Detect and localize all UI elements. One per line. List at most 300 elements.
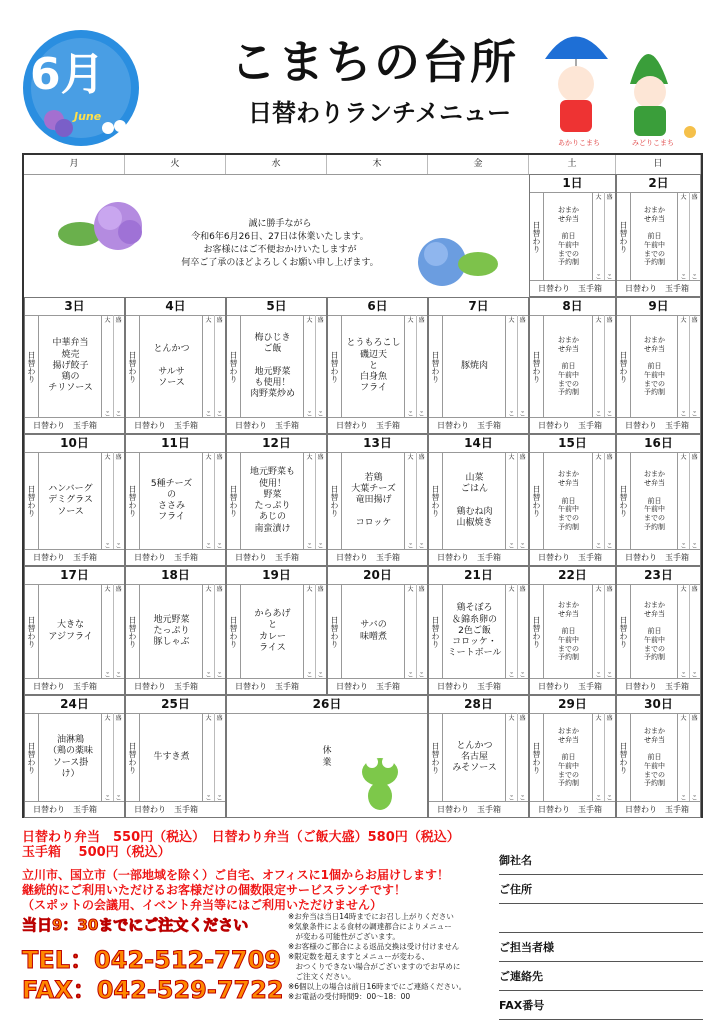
- ko-mark: こ: [680, 543, 687, 550]
- higawari-label: 日替わり: [530, 584, 544, 679]
- ko-mark: こ: [691, 411, 698, 418]
- size-columns: [505, 452, 528, 550]
- mori-label: 盛: [216, 715, 223, 722]
- hydrangea-illustration-left: [58, 196, 168, 266]
- size-columns: [303, 452, 326, 550]
- day-date: 1日: [530, 175, 615, 193]
- weekday-3: 木: [327, 155, 428, 174]
- dai-label: 大: [680, 715, 687, 722]
- mori-label: 盛: [606, 586, 613, 593]
- cell-footer: 日替わり 玉手箱: [530, 678, 615, 694]
- cell-footer: 日替わり 玉手箱: [25, 678, 124, 694]
- mori-label: 盛: [691, 715, 698, 722]
- fax-number: FAX：042-529-7722: [22, 976, 284, 1004]
- higawari-label: 日替わり: [126, 713, 140, 802]
- month-en-label: June: [74, 110, 102, 123]
- weekday-2: 水: [226, 155, 327, 174]
- day-cell: [125, 695, 226, 818]
- day-date: 13日: [328, 435, 427, 453]
- ko-mark: こ: [205, 795, 212, 802]
- dai-label: 大: [680, 454, 687, 461]
- size-columns: [101, 452, 124, 550]
- size-columns: [677, 315, 700, 418]
- dai-label: 大: [306, 586, 313, 593]
- mori-label: 盛: [317, 317, 324, 324]
- day-cell: [24, 434, 125, 566]
- weekday-1: 火: [125, 155, 226, 174]
- cell-footer: 日替わり 玉手箱: [227, 417, 326, 433]
- higawari-label: 日替わり: [126, 452, 140, 550]
- info-line-2: 継続的にご利用いただけるお客様だけの個数限定サービスランチです！: [22, 883, 407, 897]
- dai-label: 大: [104, 454, 111, 461]
- day-cell: [616, 695, 701, 818]
- mori-label: 盛: [115, 586, 122, 593]
- day-cell: [428, 566, 529, 695]
- ko-mark: こ: [306, 543, 313, 550]
- size-columns: [505, 713, 528, 802]
- day-cell: [616, 297, 701, 434]
- mascot-illustration: [540, 14, 710, 154]
- ko-mark: こ: [595, 274, 602, 281]
- cell-footer: 日替わり 玉手箱: [328, 417, 427, 433]
- mori-label: 盛: [691, 194, 698, 201]
- omakase-menu: おまか せ弁当 前日 午前中 までの 予約制: [644, 470, 665, 531]
- size-columns: [303, 584, 326, 679]
- day-cell: [327, 434, 428, 566]
- ko-mark: こ: [680, 795, 687, 802]
- day-cell: [616, 174, 701, 297]
- ko-mark: こ: [418, 411, 425, 418]
- ko-mark: こ: [104, 543, 111, 550]
- day-date: 7日: [429, 298, 528, 316]
- size-columns: [677, 584, 700, 679]
- dai-label: 大: [595, 454, 602, 461]
- day-date: 14日: [429, 435, 528, 453]
- menu-item: 山菜 ごはん 鶏むね肉 山椒焼き: [456, 472, 493, 528]
- tel-number[interactable]: TEL：042-512-7709: [22, 946, 281, 974]
- ko-mark: こ: [691, 274, 698, 281]
- day-date: 26日: [227, 696, 427, 714]
- menu-item: とんかつ サルサ ソース: [153, 344, 190, 388]
- info-line-1: 立川市、国立市（一部地域を除く）ご自宅、オフィスに1個からお届けします！: [22, 868, 450, 882]
- mori-label: 盛: [216, 454, 223, 461]
- mori-label: 盛: [216, 586, 223, 593]
- weekday-6: 日: [616, 155, 701, 174]
- order-deadline: 当日9：30までにご注文ください: [22, 916, 249, 934]
- ko-mark: こ: [606, 543, 613, 550]
- page-title: こまちの台所: [230, 35, 518, 89]
- cell-footer: 日替わり 玉手箱: [617, 549, 700, 565]
- cell-footer: 日替わり 玉手箱: [126, 801, 225, 817]
- menu-item: とうもろこし 磯辺天 と 白身魚 フライ: [346, 338, 401, 394]
- ko-mark: こ: [216, 543, 223, 550]
- size-columns: [505, 315, 528, 418]
- day-cell: [226, 566, 327, 695]
- price-line-2: 玉手箱 500円（税込）: [22, 845, 171, 860]
- size-columns: [303, 315, 326, 418]
- ko-mark: こ: [115, 795, 122, 802]
- dai-label: 大: [104, 317, 111, 324]
- ko-mark: こ: [680, 274, 687, 281]
- form-field-0[interactable]: 御社名: [499, 846, 703, 875]
- higawari-label: 日替わり: [25, 315, 39, 418]
- ko-mark: こ: [104, 411, 111, 418]
- higawari-label: 日替わり: [617, 452, 631, 550]
- higawari-label: 日替わり: [617, 192, 631, 281]
- day-date: 22日: [530, 567, 615, 585]
- menu-item: 油淋鶏 （鶏の薬味 ソース掛 け）: [47, 735, 93, 779]
- higawari-label: 日替わり: [328, 452, 342, 550]
- dai-label: 大: [595, 194, 602, 201]
- cell-footer: 日替わり 玉手箱: [429, 678, 528, 694]
- ko-mark: こ: [519, 411, 526, 418]
- ko-mark: こ: [104, 672, 111, 679]
- cell-footer: 日替わり 玉手箱: [126, 417, 225, 433]
- ko-mark: こ: [115, 672, 122, 679]
- higawari-label: 日替わり: [429, 452, 443, 550]
- omakase-menu: おまか せ弁当 前日 午前中 までの 予約制: [644, 600, 665, 662]
- dai-label: 大: [680, 317, 687, 324]
- ko-mark: こ: [691, 543, 698, 550]
- menu-item: 梅ひじき ご飯 地元野菜 も使用！ 肉野菜炒め: [249, 332, 295, 399]
- higawari-label: 日替わり: [429, 584, 443, 679]
- dai-label: 大: [595, 317, 602, 324]
- cell-footer: 日替わり 玉手箱: [617, 678, 700, 694]
- higawari-label: 日替わり: [126, 315, 140, 418]
- weekday-header: [24, 155, 701, 175]
- omakase-menu: おまか せ弁当 前日 午前中 までの 予約制: [558, 600, 579, 662]
- mori-label: 盛: [606, 317, 613, 324]
- cell-footer: 日替わり 玉手箱: [617, 801, 700, 817]
- day-date: 30日: [617, 696, 700, 714]
- ko-mark: こ: [680, 411, 687, 418]
- ko-mark: こ: [115, 411, 122, 418]
- ko-mark: こ: [595, 411, 602, 418]
- menu-item: ハンバーグ デミグラス ソース: [48, 484, 93, 517]
- higawari-label: 日替わり: [227, 315, 241, 418]
- mori-label: 盛: [606, 454, 613, 461]
- ko-mark: こ: [508, 672, 515, 679]
- menu-item: 中華弁当 焼売 揚げ餃子 鶏の チリソース: [48, 338, 93, 394]
- dai-label: 大: [508, 586, 515, 593]
- size-columns: [101, 713, 124, 802]
- size-columns: [404, 452, 427, 550]
- mori-label: 盛: [317, 454, 324, 461]
- day-cell: [428, 695, 529, 818]
- size-columns: [677, 713, 700, 802]
- ko-mark: こ: [418, 672, 425, 679]
- omakase-menu: おまか せ弁当 前日 午前中 までの 予約制: [558, 470, 579, 531]
- ko-mark: こ: [317, 672, 324, 679]
- higawari-label: 日替わり: [530, 315, 544, 418]
- day-date: 18日: [126, 567, 225, 585]
- day-date: 29日: [530, 696, 615, 714]
- size-columns: [202, 584, 225, 679]
- closure-notice: 誠に勝手ながら 令和6年6月26日、27日は休業いたします。 お客様にはご不便おかけいたしますが 何卒ご了承のほどよろしくお願い申し上げます。: [181, 219, 379, 268]
- cell-footer: 日替わり 玉手箱: [25, 417, 124, 433]
- day-cell: [226, 695, 428, 818]
- day-date: 10日: [25, 435, 124, 453]
- day-date: 8日: [530, 298, 615, 316]
- day-date: 2日: [617, 175, 700, 193]
- day-date: 6日: [328, 298, 427, 316]
- dai-label: 大: [508, 454, 515, 461]
- cell-footer: 日替わり 玉手箱: [126, 549, 225, 565]
- higawari-label: 日替わり: [328, 584, 342, 679]
- ko-mark: こ: [104, 795, 111, 802]
- cell-footer: 日替わり 玉手箱: [25, 549, 124, 565]
- size-columns: [677, 452, 700, 550]
- size-columns: [202, 452, 225, 550]
- day-cell: [24, 695, 125, 818]
- menu-item: とんかつ 名古屋 みそソース: [452, 740, 497, 774]
- day-cell: [125, 566, 226, 695]
- higawari-label: 日替わり: [25, 713, 39, 802]
- dai-label: 大: [104, 715, 111, 722]
- day-cell: [428, 297, 529, 434]
- day-cell: [616, 566, 701, 695]
- size-columns: [101, 584, 124, 679]
- day-cell: [529, 174, 616, 297]
- dai-label: 大: [407, 317, 414, 324]
- dai-label: 大: [595, 586, 602, 593]
- ko-mark: こ: [216, 795, 223, 802]
- menu-item: 地元野菜も 使用！ 野菜 たっぷり あじの 南蛮漬け: [249, 467, 295, 534]
- dai-label: 大: [205, 317, 212, 324]
- ko-mark: こ: [519, 672, 526, 679]
- mascot-left-name: あかりこまち: [558, 139, 600, 147]
- higawari-label: 日替わり: [25, 452, 39, 550]
- menu-item: 鶏そぼろ ＆錦糸卵の 2色ご飯 コロッケ・ ミートボール: [447, 603, 502, 659]
- omakase-menu: おまか せ弁当 前日 午前中 までの 予約制: [644, 726, 665, 788]
- day-cell: [529, 297, 616, 434]
- cell-footer: 日替わり 玉手箱: [429, 549, 528, 565]
- form-field-2[interactable]: [499, 904, 703, 933]
- ko-mark: こ: [519, 795, 526, 802]
- hydrangea-illustration-right: [410, 228, 500, 294]
- form-field-5[interactable]: FAX番号: [499, 991, 703, 1020]
- dai-label: 大: [205, 454, 212, 461]
- ko-mark: こ: [606, 411, 613, 418]
- menu-item: からあげ と カレー ライス: [254, 609, 291, 653]
- higawari-label: 日替わり: [429, 713, 443, 802]
- size-columns: [202, 315, 225, 418]
- month-label: 6月: [30, 49, 105, 100]
- day-cell: [327, 297, 428, 434]
- ko-mark: こ: [216, 411, 223, 418]
- omakase-menu: おまか せ弁当 前日 午前中 までの 予約制: [558, 726, 579, 788]
- cell-footer: 日替わり 玉手箱: [328, 549, 427, 565]
- ko-mark: こ: [519, 543, 526, 550]
- cell-footer: 日替わり 玉手箱: [227, 549, 326, 565]
- menu-item: 地元野菜 たっぷり 豚しゃぶ: [153, 614, 190, 648]
- cell-footer: 日替わり 玉手箱: [126, 678, 225, 694]
- day-date: 12日: [227, 435, 326, 453]
- ko-mark: こ: [508, 543, 515, 550]
- ko-mark: こ: [205, 672, 212, 679]
- page-subtitle: 日替わりランチメニュー: [248, 99, 512, 127]
- size-columns: [592, 315, 615, 418]
- size-columns: [592, 713, 615, 802]
- menu-item: サバの 味噌煮: [359, 620, 387, 642]
- mori-label: 盛: [519, 454, 526, 461]
- size-columns: [404, 584, 427, 679]
- mori-label: 盛: [216, 317, 223, 324]
- dai-label: 大: [508, 715, 515, 722]
- dai-label: 大: [407, 454, 414, 461]
- day-date: 9日: [617, 298, 700, 316]
- day-date: 28日: [429, 696, 528, 714]
- frog-illustration: [357, 754, 403, 812]
- day-cell: [125, 434, 226, 566]
- higawari-label: 日替わり: [617, 713, 631, 802]
- weekday-4: 金: [428, 155, 529, 174]
- size-columns: [404, 315, 427, 418]
- cell-footer: 日替わり 玉手箱: [530, 280, 615, 296]
- ko-mark: こ: [306, 672, 313, 679]
- dai-label: 大: [508, 317, 515, 324]
- omakase-menu: おまか せ弁当 前日 午前中 までの 予約制: [558, 335, 579, 397]
- size-columns: [592, 192, 615, 281]
- mascot-right-name: みどりこまち: [632, 139, 674, 147]
- higawari-label: 日替わり: [126, 584, 140, 679]
- day-cell: [226, 434, 327, 566]
- dai-label: 大: [306, 317, 313, 324]
- size-columns: [101, 315, 124, 418]
- ko-mark: こ: [606, 672, 613, 679]
- omakase-menu: おまか せ弁当 前日 午前中 までの 予約制: [558, 205, 579, 267]
- mori-label: 盛: [691, 317, 698, 324]
- menu-item: 牛すき煮: [153, 751, 190, 762]
- day-date: 4日: [126, 298, 225, 316]
- mori-label: 盛: [418, 586, 425, 593]
- mori-label: 盛: [418, 454, 425, 461]
- cell-footer: 日替わり 玉手箱: [617, 280, 700, 296]
- mori-label: 盛: [691, 454, 698, 461]
- mori-label: 盛: [418, 317, 425, 324]
- day-date: 25日: [126, 696, 225, 714]
- menu-item: 若鶏 大葉チーズ 竜田揚げ コロッケ: [351, 472, 396, 528]
- day-date: 19日: [227, 567, 326, 585]
- mori-label: 盛: [519, 715, 526, 722]
- mori-label: 盛: [115, 715, 122, 722]
- ko-mark: こ: [691, 795, 698, 802]
- weekday-0: 月: [24, 155, 125, 174]
- cell-footer: 日替わり 玉手箱: [429, 801, 528, 817]
- cell-footer: 日替わり 玉手箱: [429, 417, 528, 433]
- ko-mark: こ: [216, 672, 223, 679]
- weekday-5: 土: [529, 155, 616, 174]
- ko-mark: こ: [317, 543, 324, 550]
- day-cell: [125, 297, 226, 434]
- mori-label: 盛: [115, 317, 122, 324]
- ko-mark: こ: [508, 795, 515, 802]
- higawari-label: 日替わり: [530, 713, 544, 802]
- day-date: 24日: [25, 696, 124, 714]
- form-field-3[interactable]: ご担当者様: [499, 933, 703, 962]
- dai-label: 大: [595, 715, 602, 722]
- omakase-menu: おまか せ弁当 前日 午前中 までの 予約制: [644, 335, 665, 397]
- day-date: 15日: [530, 435, 615, 453]
- ko-mark: こ: [205, 411, 212, 418]
- mori-label: 盛: [317, 586, 324, 593]
- ko-mark: こ: [407, 543, 414, 550]
- mori-label: 盛: [519, 586, 526, 593]
- cell-footer: 日替わり 玉手箱: [617, 417, 700, 433]
- menu-item: 5種チーズ の ささみ フライ: [150, 478, 193, 523]
- ko-mark: こ: [407, 411, 414, 418]
- mori-label: 盛: [519, 317, 526, 324]
- higawari-label: 日替わり: [227, 452, 241, 550]
- size-columns: [505, 584, 528, 679]
- order-form: [499, 846, 703, 1020]
- ko-mark: こ: [595, 672, 602, 679]
- day-date: 23日: [617, 567, 700, 585]
- size-columns: [677, 192, 700, 281]
- day-date: 17日: [25, 567, 124, 585]
- higawari-label: 日替わり: [429, 315, 443, 418]
- cell-footer: 日替わり 玉手箱: [328, 678, 427, 694]
- higawari-label: 日替わり: [227, 584, 241, 679]
- size-columns: [202, 713, 225, 802]
- ko-mark: こ: [306, 411, 313, 418]
- ko-mark: こ: [606, 795, 613, 802]
- day-date: 5日: [227, 298, 326, 316]
- day-cell: [428, 434, 529, 566]
- dai-label: 大: [205, 586, 212, 593]
- mori-label: 盛: [606, 715, 613, 722]
- cell-footer: 日替わり 玉手箱: [530, 801, 615, 817]
- ko-mark: こ: [418, 543, 425, 550]
- ko-mark: こ: [595, 543, 602, 550]
- dai-label: 大: [306, 454, 313, 461]
- mori-label: 盛: [606, 194, 613, 201]
- order-notes: ※お弁当は当日14時までにお召し上がりください ※気象条件による食材の調達都合によりメニュー が変わる可能性がございます。 ※お客様のご都合による返品交換は受け付けません ※限定数を超えますとメニューが変わる、 おつくりできない場合がございますのでお早めに ご注文ください。 ※6個以上の場合は前日16時までにご連絡ください。 ※お電話の受付時間9：00～18：00: [288, 912, 467, 1001]
- price-line-1: 日替わり弁当 550円（税込） 日替わり弁当（ご飯大盛）580円（税込）: [22, 830, 460, 845]
- form-field-4[interactable]: ご連絡先: [499, 962, 703, 991]
- day-cell: [529, 695, 616, 818]
- size-columns: [592, 584, 615, 679]
- higawari-label: 日替わり: [617, 315, 631, 418]
- dai-label: 大: [680, 586, 687, 593]
- ko-mark: こ: [508, 411, 515, 418]
- size-columns: [592, 452, 615, 550]
- day-cell: [529, 434, 616, 566]
- ko-mark: こ: [606, 274, 613, 281]
- cell-footer: 日替わり 玉手箱: [530, 417, 615, 433]
- ko-mark: こ: [407, 672, 414, 679]
- ko-mark: こ: [317, 411, 324, 418]
- dai-label: 大: [680, 194, 687, 201]
- omakase-menu: おまか せ弁当 前日 午前中 までの 予約制: [644, 205, 665, 267]
- cell-footer: 日替わり 玉手箱: [25, 801, 124, 817]
- day-cell: [24, 566, 125, 695]
- day-date: 3日: [25, 298, 124, 316]
- ko-mark: こ: [595, 795, 602, 802]
- day-cell: [24, 297, 125, 434]
- mori-label: 盛: [691, 586, 698, 593]
- higawari-label: 日替わり: [530, 452, 544, 550]
- mori-label: 盛: [115, 454, 122, 461]
- day-cell: [616, 434, 701, 566]
- day-cell: [327, 566, 428, 695]
- dai-label: 大: [104, 586, 111, 593]
- cell-footer: 日替わり 玉手箱: [530, 549, 615, 565]
- menu-item: 大きな アジフライ: [48, 620, 93, 642]
- higawari-label: 日替わり: [530, 192, 544, 281]
- form-field-1[interactable]: ご住所: [499, 875, 703, 904]
- ko-mark: こ: [205, 543, 212, 550]
